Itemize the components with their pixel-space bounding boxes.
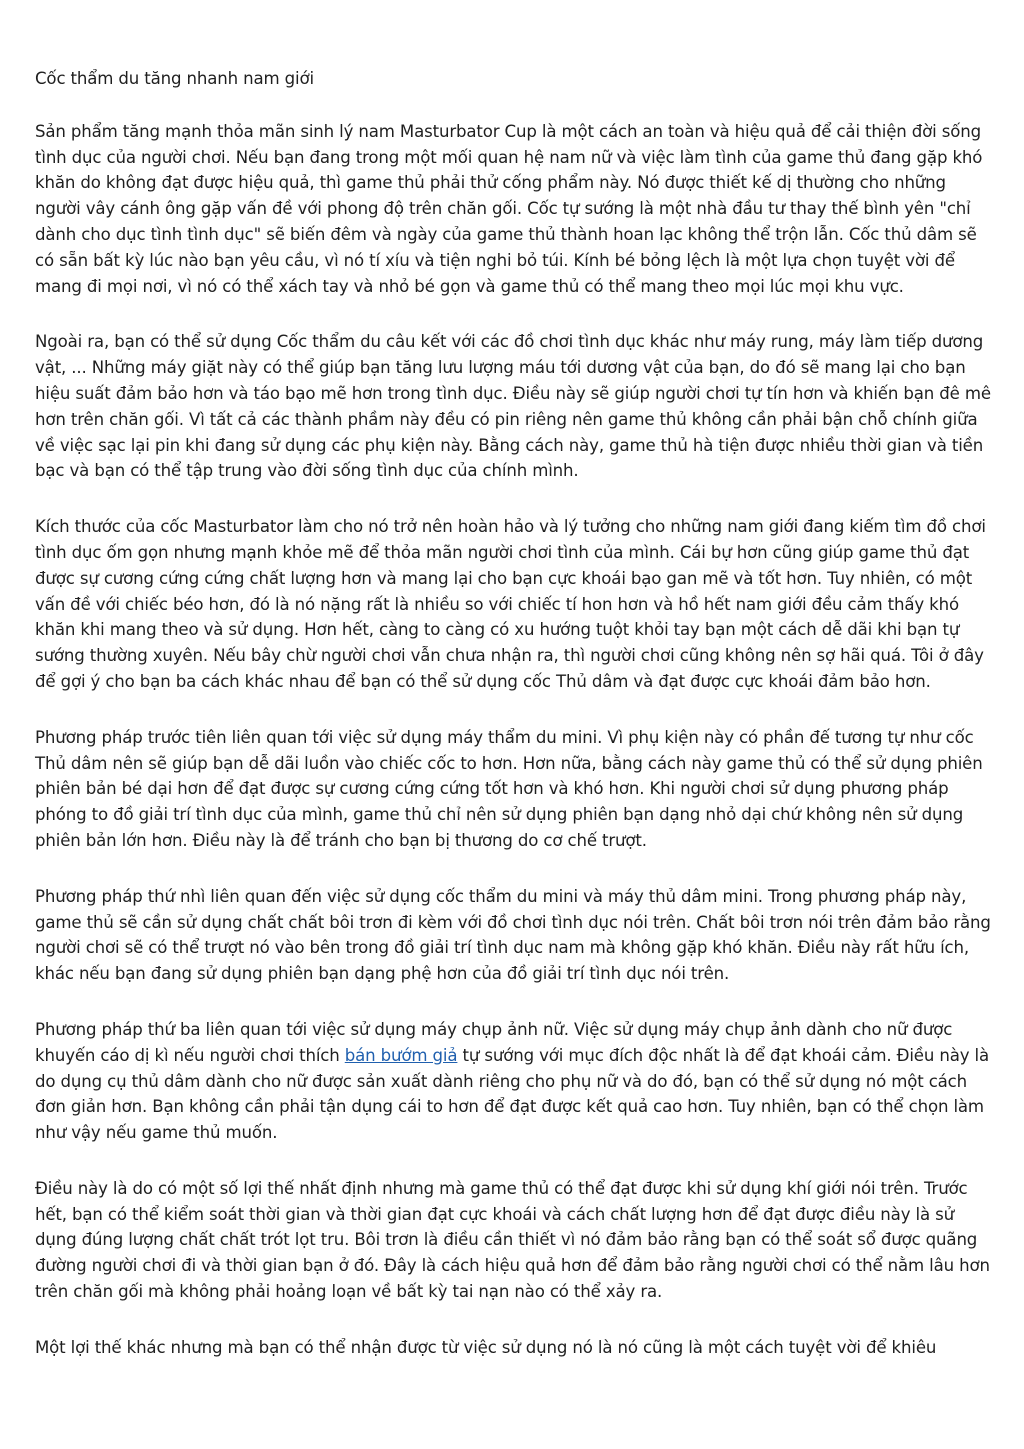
paragraph-7: Điều này là do có một số lợi thế nhất định nhưng mà game thủ có thể đạt được khi sử dụng khí giới nói trên. Trước hết, bạn có thể kiểm soát thời gian và thời gian đạt cực khoái và cách chất lượng hơn để đạt được điều này là sử dụng đúng lượng chất chất trót lọt tru. Bôi trơn là điều cần thiết vì nó đảm bảo rằng bạn có thể soát sổ được quãng đường người chơi đi và thời gian bạn ở đó. Đây là cách hiệu quả hơn để đảm bảo rằng người chơi có thể nằm lâu hơn trên chăn gối mà không phải hoảng loạn về bất kỳ tai nạn nào có thể xảy ra. xyxy=(35,1178,990,1302)
paragraph-2: Ngoài ra, bạn có thể sử dụng Cốc thẩm du câu kết với các đồ chơi tình dục khác như máy rung, máy làm tiếp dương vật, ... Những máy giặt này có thể giúp bạn tăng lưu lượng máu tới dương vật của bạn, do đó sẽ mang lại cho bạn hiệu suất đảm bảo hơn và táo bạo mẽ hơn trong tình dục. Điều này sẽ giúp người chơi tự tín hơn và khiến bạn đê mê hơn trên chăn gối. Vì tất cả các thành phầm này đều có pin riêng nên game thủ không cần phải bận chỗ chính giữa về việc sạc lại pin khi đang sử dụng các phụ kiện này. Bằng cách này, game thủ hà tiện được nhiều thời gian và tiền bạc và bạn có thể tập trung vào đời sống tình dục của chính mình. xyxy=(35,332,991,481)
paragraph-8: Một lợi thế khác nhưng mà bạn có thể nhận được từ việc sử dụng nó là nó cũng là một cách tuyệt vời để khiêu xyxy=(35,1337,937,1357)
document-title: Cốc thẩm du tăng nhanh nam giới xyxy=(35,69,314,88)
paragraph-4: Phương pháp trước tiên liên quan tới việc sử dụng máy thẩm du mini. Vì phụ kiện này có phần đế tương tự như cốc Thủ dâm nên sẽ giúp bạn dễ dãi luồn vào chiếc cốc to hơn. Hơn nữa, bằng cách này game thủ có thể sử dụng phiên phiên bản bé dại hơn để đạt được sự cương cứng cứng tốt hơn và khó hơn. Khi người chơi sử dụng phương pháp phóng to đồ giải trí tình dục của mình, game thủ chỉ nên sử dụng phiên bạn dạng nhỏ dại chứ không nên sử dụng phiên bản lớn hơn. Điều này là để tránh cho bạn bị thương do cơ chế trượt. xyxy=(35,727,983,850)
paragraph-3: Kích thước của cốc Masturbator làm cho nó trở nên hoàn hảo và lý tưởng cho những nam giới đang kiếm tìm đồ chơi tình dục ốm gọn nhưng mạnh khỏe mẽ để thỏa mãn người chơi tình của mình. Cái bự hơn cũng giúp game thủ đạt được sự cương cứng cứng chất lượng hơn và mang lại cho bạn cực khoái bạo gan mẽ và tốt hơn. Tuy nhiên, có một vấn đề với chiếc béo hơn, đó là nó nặng rất là nhiều so với chiếc tí hon hơn và hồ hết nam giới đều cảm thấy khó khăn khi mang theo và sử dụng. Hơn hết, càng to càng có xu hướng tuột khỏi tay bạn một cách dễ dãi khi bạn tự sướng thường xuyên. Nếu bây chừ người chơi vẫn chưa nhận ra, thì người chơi cũng không nên sợ hãi quá. Tôi ở đây để gợi ý cho bạn ba cách khác nhau để bạn có thể sử dụng cốc Thủ dâm và đạt được cực khoái đảm bảo hơn. xyxy=(35,517,986,691)
paragraph-5: Phương pháp thứ nhì liên quan đến việc sử dụng cốc thẩm du mini và máy thủ dâm mini. Trong phương pháp này, game thủ sẽ cần sử dụng chất chất bôi trơn đi kèm với đồ chơi tình dục nói trên. Chất bôi trơn nói trên đảm bảo rằng người chơi sẽ có thể trượt nó vào bên trong đồ giải trí tình dục nam mà không gặp khó khăn. Điều này rất hữu ích, khác nếu bạn đang sử dụng phiên bạn dạng phệ hơn của đồ giải trí tình dục nói trên. xyxy=(35,886,991,984)
paragraph-1: Sản phẩm tăng mạnh thỏa mãn sinh lý nam Masturbator Cup là một cách an toàn và hiệu quả để cải thiện đời sống tình dục của người chơi. Nếu bạn đang trong một mối quan hệ nam nữ và việc làm tình của game thủ đang gặp khó khăn do không đạt được hiệu quả, thì game thủ phải thử cống phẩm này. Nó được thiết kế dị thường cho những người vây cánh ông gặp vấn đề với phong độ trên chăn gối. Cốc tự sướng là một nhà đầu tư thay thế bình yên "chỉ dành cho dục tình tình dục" sẽ biến đêm và ngày của game thủ thành hoan lạc không thể trộn lẫn. Cốc thủ dâm sẽ có sẵn bất kỳ lúc nào bạn yêu cầu, vì nó tí xíu và tiện nghi bỏ túi. Kính bé bỏng lệch là một lựa chọn tuyệt vời để mang đi mọi nơi, vì nó có thể xách tay và nhỏ bé gọn và game thủ có thể mang theo mọi lúc mọi khu vực. xyxy=(35,121,983,296)
paragraph-6-text-after: tự sướng với mục đích độc nhất là để đạt khoái cảm. Điều này là do dụng cụ thủ dâm dành cho nữ được sản xuất dành riêng cho phụ nữ và do đó, bạn có thể sử dụng nó một cách đơn giản hơn. Bạn không cần phải tận dụng cái to hơn để đạt được kết quả cao hơn. Tuy nhiên, bạn có thể chọn làm như vậy nếu game thủ muốn. xyxy=(35,1045,989,1143)
paragraph-6 xyxy=(35,1017,993,1146)
paragraph-6-text-before: Phương pháp thứ ba liên quan tới việc sử dụng máy chụp ảnh nữ. Việc sử dụng máy chụp ảnh dành cho nữ được khuyến cáo dị kì nếu người chơi thích xyxy=(35,1019,953,1065)
document-body xyxy=(35,66,993,1391)
fake-product-link[interactable]: bán bướm giả xyxy=(344,1045,458,1065)
